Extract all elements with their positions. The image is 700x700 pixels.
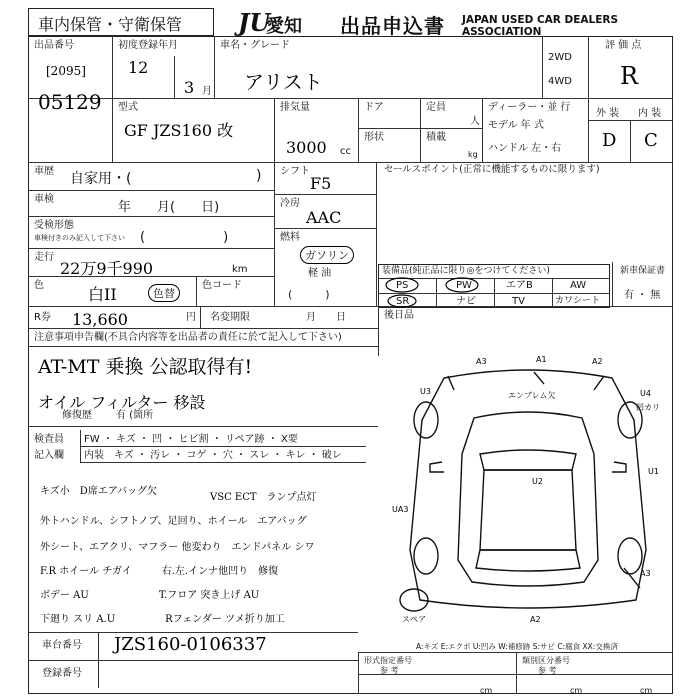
capacity-label: 定員 — [426, 102, 446, 113]
ac-value: AAC — [306, 208, 342, 227]
diag-label-spare: スペア — [402, 615, 426, 624]
mileage-value: 22万9千990 — [60, 259, 154, 278]
reg-month-unit: 月 — [202, 86, 212, 97]
deadline-value: 月 日 — [306, 312, 346, 323]
diag-label-u2: U2 — [532, 477, 543, 486]
entry-label: 記入欄 — [34, 450, 64, 461]
int-label: 内 装 — [638, 108, 662, 119]
inspector-ext-row: FW ・ キズ ・ 凹 ・ ヒビ割 ・ リペア跡 ・ X要 — [84, 434, 298, 445]
inspector-int-label: 内装 — [84, 450, 104, 461]
fuel-gasoline: ガソリン — [300, 246, 354, 264]
color-change: 色替 — [148, 284, 180, 302]
inspector-line-6: ボデー AU T.フロア 突き上げ AU — [40, 590, 260, 601]
door-label: ドア — [364, 102, 384, 113]
history-label: 車歴 — [34, 166, 54, 177]
diag-label-a3-top: A3 — [476, 357, 487, 366]
mirror-left — [430, 462, 444, 472]
handle-label: ハンドル 左・右 — [488, 143, 562, 154]
org-name: 愛知 — [266, 16, 302, 37]
equip-seat: カワシート — [555, 296, 601, 306]
equip-pw: PW — [456, 280, 472, 291]
load-unit: kg — [468, 150, 478, 159]
type-value: GF JZS160 改 — [124, 121, 234, 140]
diag-label-u4: U4 — [640, 389, 651, 398]
cc-unit: cc — [340, 146, 351, 157]
lot-bracket: [2095] — [46, 64, 86, 78]
equip-ps: PS — [396, 280, 409, 291]
diag-label-a2-top: A2 — [592, 357, 603, 366]
wheel-rear-left — [414, 538, 438, 574]
reg-year: 12 — [128, 58, 149, 77]
warranty-values: 有 ・ 無 — [624, 290, 661, 301]
inspector-line-4: 外シート、エアクリ、マフラー 他変わり エンドパネル シワ — [40, 542, 315, 553]
history-close: ) — [256, 168, 262, 184]
ac-label: 冷房 — [280, 198, 300, 209]
cm-3: cm — [640, 686, 653, 695]
inspector-line-1: キズ小 D席エアバッグ欠 — [40, 486, 158, 497]
note-line-2: オイル フィルター 移設 — [38, 393, 206, 412]
reg-month: 3 — [184, 78, 195, 97]
equip-aw: AW — [570, 280, 587, 291]
diag-label-a1: A1 — [536, 355, 547, 364]
rear-window — [476, 550, 580, 571]
damage-legend: A:キズ E:エクボ U:凹み W:補修跡 S:サビ C:腐食 XX:交換済 — [416, 642, 618, 651]
displacement: 3000 — [286, 138, 327, 157]
car-name: アリスト — [244, 70, 323, 94]
lot-number: 05129 — [38, 90, 102, 114]
inspector-line-2: VSC ECT ランプ点灯 — [210, 492, 317, 503]
inspection-value: 年 月( 日) — [118, 200, 220, 215]
inspector-line-7: 下廻り スリ A.U Rフェンダー ツメ折り加工 — [40, 614, 285, 625]
diag-label-ua3: UA3 — [392, 505, 409, 514]
form-number-label: 形式指定番号 — [364, 656, 412, 665]
car-name-label: 車名・グレード — [220, 40, 290, 51]
drive-4wd: 4WD — [548, 76, 572, 87]
mileage-unit: km — [232, 264, 248, 275]
history-value: 自家用・( — [70, 171, 132, 187]
reg-number-label: 登録番号 — [42, 668, 82, 679]
drive-2wd: 2WD — [548, 52, 572, 63]
warranty-label: 新車保証書 — [620, 266, 666, 276]
form-ref: 参 考 — [380, 666, 399, 675]
yen-unit: 円 — [186, 312, 196, 323]
diag-label-a3-right: A3 — [640, 569, 651, 578]
color-label: 色 — [34, 280, 44, 291]
repair-label: 修復歴 — [62, 410, 92, 421]
category-label: 類別区分番号 — [522, 656, 570, 665]
car-body-outline — [410, 370, 646, 608]
score-label: 評 価 点 — [605, 40, 642, 51]
score-value: R — [620, 62, 639, 90]
equip-airbag: エアB — [506, 280, 533, 291]
sales-point-label: セールスポイント(正常に機能するものに限ります) — [384, 164, 600, 175]
shift-label: シフト — [280, 166, 310, 177]
lot-number-label: 出品番号 — [34, 40, 74, 51]
r-coupon-label: R券 — [34, 312, 51, 323]
color-code-label: 色コード — [202, 280, 242, 291]
association-name: JAPAN USED CAR DEALERS ASSOCIATION — [462, 14, 619, 38]
after-items-label: 後日品 — [384, 310, 414, 321]
equip-tv: TV — [512, 296, 525, 307]
dealer-label: ディーラー・並 行 — [488, 102, 571, 113]
ju-logo: JU — [238, 8, 271, 37]
car-damage-diagram — [384, 350, 672, 640]
inspector-label: 検査員 — [34, 434, 64, 445]
storage-note: 車内保管・守衛保管 — [38, 15, 183, 34]
cm-1: cm — [480, 686, 493, 695]
int-grade: C — [644, 130, 658, 151]
ext-grade: D — [602, 130, 617, 151]
wheel-front-left — [414, 402, 438, 438]
mileage-label: 走行 — [34, 252, 54, 263]
receipt-value: ( ) — [140, 230, 229, 245]
inspector-int-row: キズ ・ 汚レ ・ コゲ ・ 穴 ・ スレ ・ キレ ・ 破レ — [114, 450, 342, 461]
fuel-paren: ( ) — [288, 288, 330, 301]
document-title: 出品申込書 — [340, 14, 445, 38]
deadline-label: 名変期限 — [210, 312, 250, 323]
capacity-unit: 人 — [470, 116, 480, 127]
diag-label-emblem: エンブレム欠 — [508, 391, 556, 400]
diag-label-a2-bottom: A2 — [530, 615, 541, 624]
fuel-label: 燃料 — [280, 232, 300, 243]
cm-2: cm — [570, 686, 583, 695]
diag-label-u3: U3 — [420, 387, 431, 396]
note-line-1: AT-MT 乗換 公認取得有! — [38, 356, 253, 378]
equip-circles — [378, 276, 508, 308]
ext-label: 外 装 — [596, 108, 620, 119]
load-label: 積載 — [426, 132, 446, 143]
inspector-line-5: F.R ホイール チガイ 右.左.インナ他凹り 修復 — [40, 566, 279, 577]
chassis-label: 車台番号 — [42, 640, 82, 651]
receipt-sub: 車検付きのみ記入して下さい — [34, 234, 125, 242]
car-cabin-outline — [458, 412, 598, 586]
equip-sr: SR — [396, 296, 410, 307]
shape-label: 形状 — [364, 132, 384, 143]
mirror-right — [612, 462, 626, 472]
fuel-diesel: 軽 油 — [308, 268, 332, 279]
category-ref: 参 考 — [538, 666, 557, 675]
equip-navi: ナビ — [456, 296, 476, 307]
model-year-label: モデル 年 式 — [488, 120, 544, 131]
diag-label-u1: U1 — [648, 467, 659, 476]
chassis-value: JZS160-0106337 — [114, 634, 267, 655]
inspector-line-3: 外トハンドル、シフトノブ、足回り、ホイール エアバッグ — [40, 516, 307, 527]
car-roof — [480, 470, 576, 550]
windshield — [480, 450, 576, 470]
diag-label-dent: 凹カリ — [636, 403, 660, 412]
inspection-label: 車検 — [34, 194, 54, 205]
wheel-rear-right — [618, 538, 642, 574]
type-label: 型式 — [118, 102, 138, 113]
shift-value: F5 — [310, 174, 332, 193]
r-coupon-value: 13,660 — [72, 310, 128, 329]
notes-label: 注意事項申告欄(不具合内容等を出品者の責任に於て記入して下さい) — [34, 332, 342, 343]
equipment-label: 装備品(純正品に限り◎をつけてください) — [382, 266, 550, 276]
first-reg-label: 初度登録年月 — [118, 40, 178, 51]
receipt-label: 受検形態 — [34, 220, 74, 231]
color-value: 白II — [88, 285, 117, 304]
displacement-label: 排気量 — [280, 102, 310, 113]
repair-value: 有 (箇所 — [116, 410, 154, 421]
